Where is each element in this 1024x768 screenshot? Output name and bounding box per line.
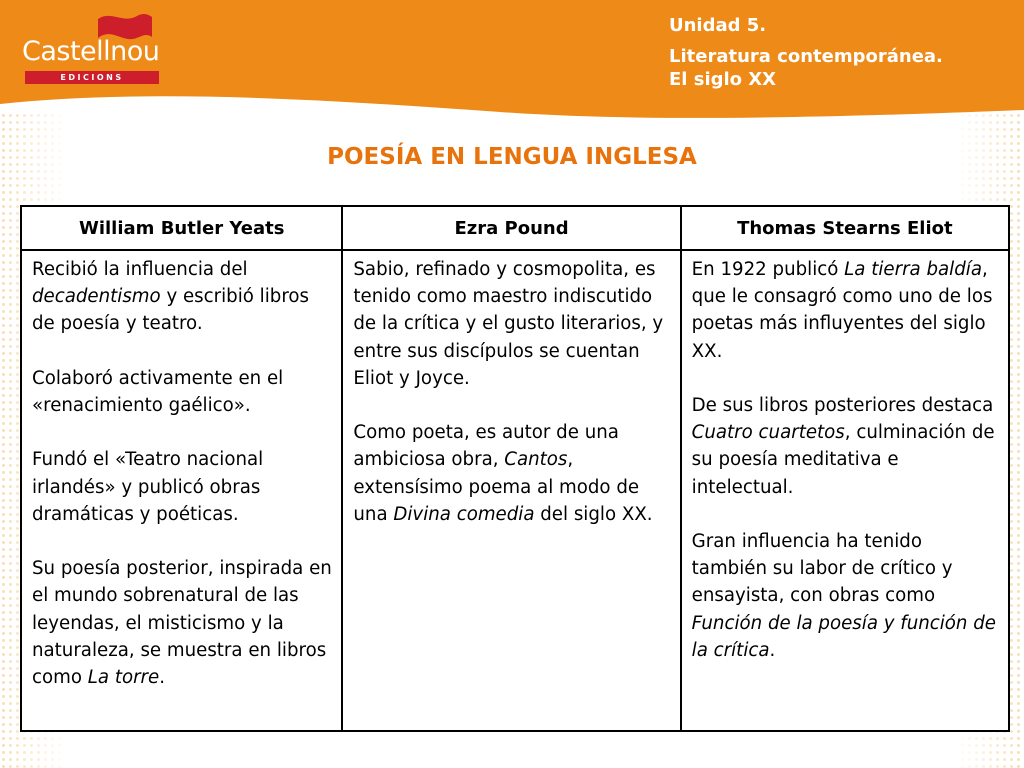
eliot-paragraph-1 <box>692 256 1000 365</box>
text-span: De sus libros posteriores destaca <box>691 395 994 416</box>
text-span: Gran influencia ha tenido también su labor de crítico y ensayista, con obras como <box>691 531 953 607</box>
unit-label: Unidad 5. <box>669 15 767 36</box>
unit-subtitle-line2: El siglo XX <box>669 69 777 90</box>
brand-name: Castellnou <box>22 36 160 67</box>
header-eliot: Thomas Stearns Eliot <box>681 206 1009 250</box>
italic-term: decadentismo <box>32 286 161 308</box>
eliot-paragraph-2 <box>692 392 1000 501</box>
text-span: . <box>769 639 776 661</box>
italic-title: Divina comedia <box>393 503 535 525</box>
unit-heading <box>669 14 943 91</box>
italic-title: Cantos <box>504 449 568 471</box>
page-title: POESÍA EN LENGUA INGLESA <box>327 144 697 170</box>
text-span: Recibió la influencia del <box>32 259 248 280</box>
text-span: En 1922 publicó <box>691 259 845 280</box>
brand-subtitle: EDICIONS <box>25 71 159 84</box>
pound-paragraph-1: Sabio, refinado y cosmopolita, es tenido como maestro indiscutido de la crítica y el gusto literarios, y entre sus discípulos se cuentan Eliot y Joyce. <box>353 259 664 389</box>
text-span: , extensísimo poema al modo de una <box>353 449 640 525</box>
italic-title: La tierra baldía <box>844 259 982 280</box>
text-span: y escribió libros de poesía y teatro. <box>32 286 310 335</box>
table-header-row <box>21 206 1009 250</box>
text-span: , culminación de su poesía meditativa e intelectual. <box>691 422 995 498</box>
cell-pound <box>342 250 680 731</box>
eliot-paragraph-3 <box>692 528 1000 664</box>
yeats-paragraph-2: Colaboró activamente en el «renacimiento gaélico». <box>32 367 284 416</box>
italic-title: La torre <box>87 667 160 688</box>
italic-title: Cuatro cuartetos <box>691 422 845 444</box>
text-span: , que le consagró como uno de los poetas más influyentes del siglo XX. <box>691 259 993 362</box>
table-row <box>21 250 1009 731</box>
pound-paragraph-2 <box>353 419 671 528</box>
italic-title: Función de la poesía y función de la crítica <box>691 612 996 661</box>
cell-yeats <box>21 250 342 731</box>
text-span: del siglo XX. <box>534 503 653 525</box>
text-span: Su poesía posterior, inspirada en el mundo sobrenatural de las leyendas, el misticismo y la naturaleza, se muestra en libros como <box>32 558 332 688</box>
yeats-paragraph-4 <box>32 555 333 691</box>
authors-table <box>20 205 1010 732</box>
header-yeats: William Butler Yeats <box>21 206 342 250</box>
text-span: . <box>159 667 166 688</box>
yeats-paragraph-3: Fundó el «Teatro nacional irlandés» y publicó obras dramáticas y poéticas. <box>32 449 264 525</box>
brand-logo <box>22 8 167 82</box>
cell-eliot <box>681 250 1009 731</box>
text-span: Como poeta, es autor de una ambiciosa obra, <box>353 422 619 471</box>
yeats-paragraph-1 <box>32 256 333 338</box>
unit-subtitle-line1: Literatura contemporánea. <box>669 46 943 67</box>
header-pound: Ezra Pound <box>342 206 680 250</box>
